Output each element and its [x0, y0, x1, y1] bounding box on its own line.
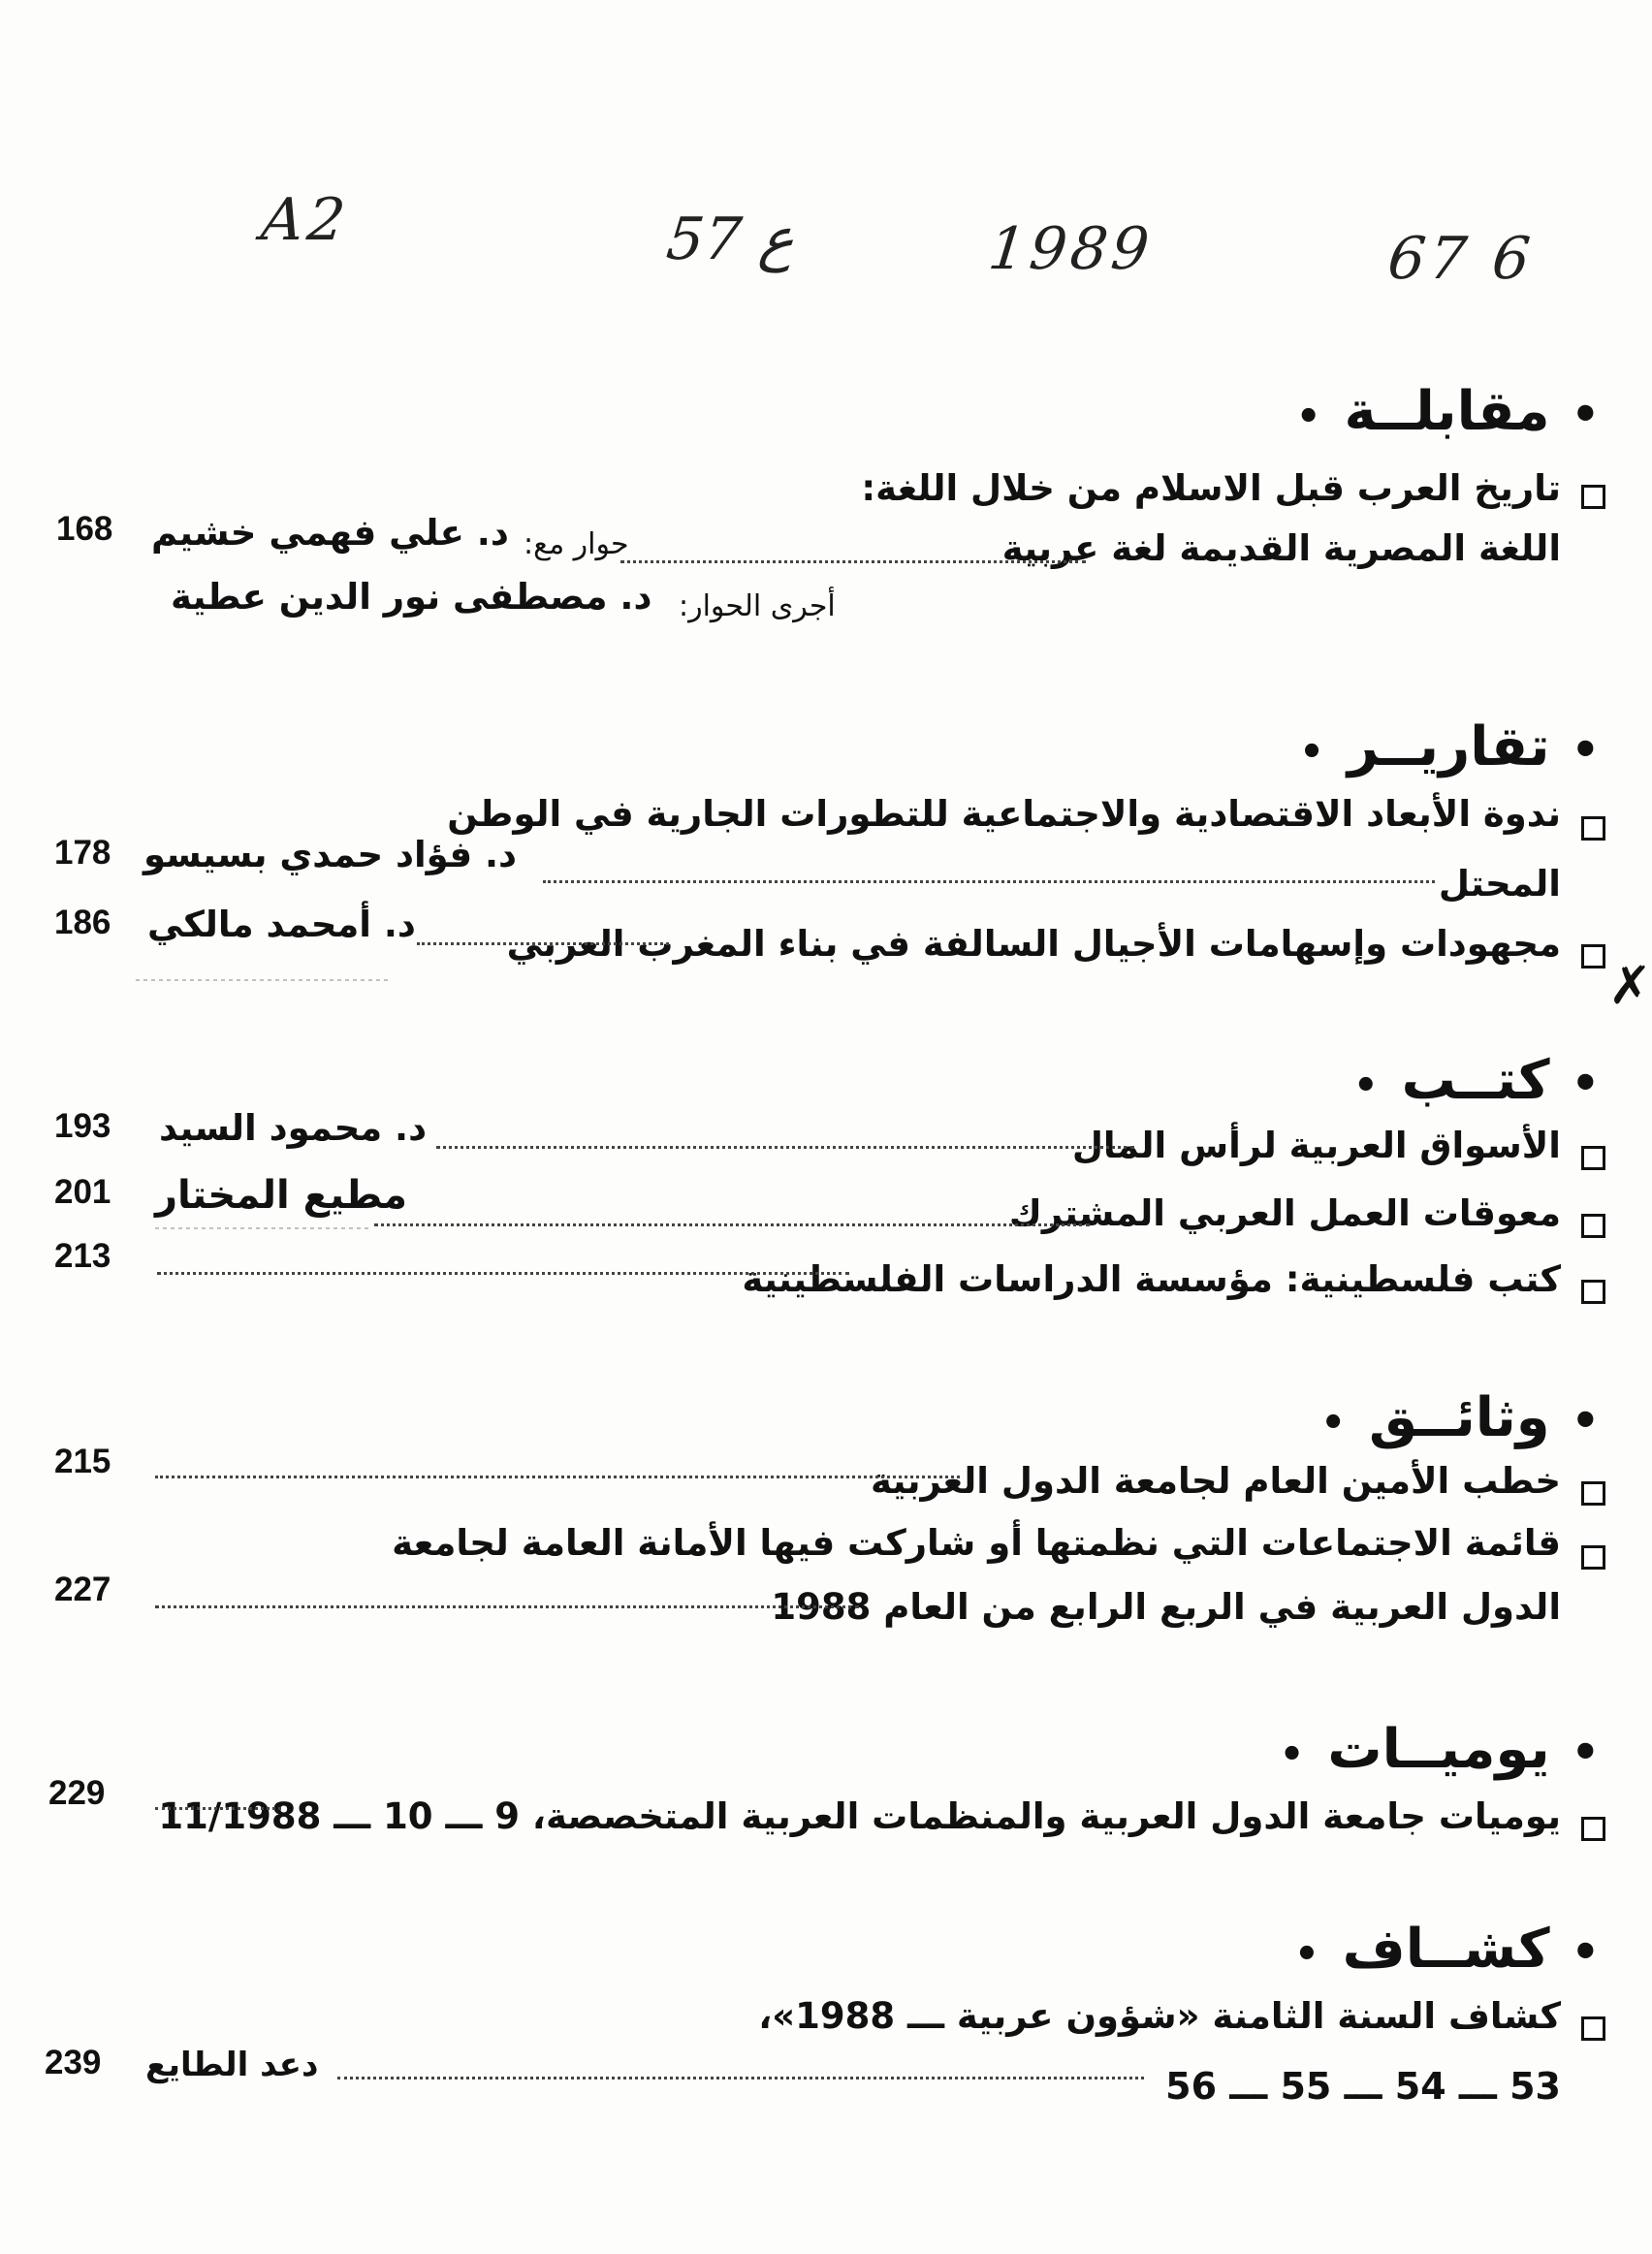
- bullet-icon: •: [1571, 1726, 1600, 1778]
- page-number: 201: [54, 1173, 111, 1211]
- leader-dots: [620, 560, 1086, 563]
- entry-title-line1: كتب فلسطينية: مؤسسة الدراسات الفلسطينية: [742, 1258, 1561, 1300]
- entry-author: د. فؤاد حمدي بسيسو: [143, 834, 518, 875]
- bullet-icon: •: [1295, 395, 1321, 439]
- section-heading-index: [1294, 1918, 1600, 1981]
- page-number: 227: [54, 1571, 111, 1608]
- handwritten-year: 1989: [985, 215, 1157, 283]
- interviewer-prefix: أجرى الحوار:: [679, 589, 836, 623]
- entry-author: د. محمود السيد: [159, 1107, 428, 1149]
- section-heading-reports: [1299, 715, 1600, 778]
- bullet-icon: •: [1299, 730, 1324, 775]
- page-number: 229: [48, 1774, 106, 1812]
- checkbox-icon: [1581, 1481, 1605, 1506]
- leader-dots: [155, 1605, 859, 1608]
- entry-title-line1: قائمة الاجتماعات التي نظمتها أو شاركت فيها الأمانة العامة لجامعة: [392, 1522, 1561, 1564]
- entry-author: دعد الطايع: [145, 2046, 319, 2084]
- section-heading-interview: [1296, 380, 1600, 443]
- handwritten-issue: 57 ع: [663, 206, 798, 273]
- bullet-icon: •: [1294, 1932, 1319, 1977]
- page-number: 213: [54, 1237, 111, 1275]
- margin-mark: ✗: [1607, 955, 1652, 1016]
- section-title: وثائــق: [1368, 1386, 1550, 1449]
- entry-title-line2: اللغة المصرية القديمة لغة عربية: [1001, 527, 1561, 569]
- entry-author: د. علي فهمي خشيم: [151, 512, 509, 554]
- entry-title-line1: تاريخ العرب قبل الاسلام من خلال اللغة:: [861, 467, 1561, 509]
- bullet-icon: •: [1571, 723, 1600, 776]
- page-number: 168: [56, 510, 113, 548]
- page-number: 215: [54, 1443, 111, 1480]
- section-heading-books: [1353, 1049, 1600, 1112]
- leader-dots: [155, 1476, 960, 1478]
- section-title: يوميــات: [1327, 1718, 1550, 1781]
- entry-title-line1: ندوة الأبعاد الاقتصادية والاجتماعية للتطورات الجارية في الوطن: [447, 793, 1561, 835]
- handwritten-ref: A2: [258, 186, 353, 254]
- section-title: كشــاف: [1342, 1918, 1550, 1981]
- section-title: مقابلــة: [1344, 380, 1550, 443]
- bullet-icon: •: [1279, 1732, 1305, 1777]
- checkbox-icon: [1581, 1817, 1605, 1841]
- print-smudge: [155, 1227, 368, 1229]
- section-heading-diaries: [1280, 1718, 1600, 1781]
- print-smudge: [136, 979, 388, 981]
- checkbox-icon: [1581, 2016, 1605, 2041]
- checkbox-icon: [1581, 1280, 1605, 1304]
- entry-author: مطيع المختار: [155, 1173, 408, 1218]
- bullet-icon: •: [1571, 1057, 1600, 1109]
- entry-title-line1: معوقات العمل العربي المشترك: [1008, 1192, 1561, 1234]
- entry-title-line2: الدول العربية في الربع الرابع من العام 1988: [771, 1586, 1561, 1628]
- section-title: كتــب: [1401, 1049, 1550, 1112]
- bullet-icon: •: [1571, 1925, 1600, 1978]
- leader-dots: [374, 1223, 1090, 1226]
- entry-title-line1: الأسواق العربية لرأس المال: [1071, 1125, 1561, 1166]
- checkbox-icon: [1581, 1214, 1605, 1238]
- leader-dots: [417, 942, 669, 945]
- leader-dots: [436, 1146, 1134, 1149]
- entry-title-line2: المحتل: [1438, 863, 1561, 905]
- entry-title-line1: يوميات جامعة الدول العربية والمنظمات العربية المتخصصة، 9 ـــ 10 ـــ 11/1988: [158, 1795, 1561, 1837]
- bullet-icon: •: [1353, 1064, 1379, 1108]
- entry-author: د. أمحمد مالكي: [147, 904, 416, 945]
- bullet-icon: •: [1571, 388, 1600, 440]
- leader-dots: [337, 2077, 1144, 2079]
- checkbox-icon: [1581, 816, 1605, 841]
- section-title: تقاريــر: [1347, 715, 1550, 778]
- page-number: 239: [45, 2044, 102, 2081]
- page-number: 186: [54, 904, 111, 941]
- checkbox-icon: [1581, 1545, 1605, 1570]
- checkbox-icon: [1581, 944, 1605, 968]
- entry-title-line2: 53 ـــ 54 ـــ 55 ـــ 56: [1165, 2065, 1561, 2108]
- leader-dots: [543, 880, 1435, 883]
- section-heading-documents: [1320, 1386, 1600, 1449]
- leader-dots: [155, 1807, 281, 1810]
- author-prefix: حوار مع:: [524, 527, 629, 561]
- page-number: 193: [54, 1107, 111, 1145]
- interviewer-name: د. مصطفى نور الدين عطية: [171, 576, 652, 618]
- checkbox-icon: [1581, 1146, 1605, 1170]
- entry-title-line1: خطب الأمين العام لجامعة الدول العربية: [871, 1460, 1561, 1502]
- bullet-icon: •: [1571, 1394, 1600, 1446]
- handwritten-shelf: 67 6: [1384, 225, 1538, 293]
- leader-dots: [157, 1272, 849, 1275]
- page-number: 178: [54, 834, 111, 872]
- entry-title-line1: مجهودات وإسهامات الأجيال السالفة في بناء المغرب العربي: [506, 923, 1561, 965]
- entry-title-line1: كشاف السنة الثامنة «شؤون عربية ـــ 1988»،: [758, 1995, 1561, 2037]
- bullet-icon: •: [1320, 1401, 1346, 1445]
- checkbox-icon: [1581, 485, 1605, 509]
